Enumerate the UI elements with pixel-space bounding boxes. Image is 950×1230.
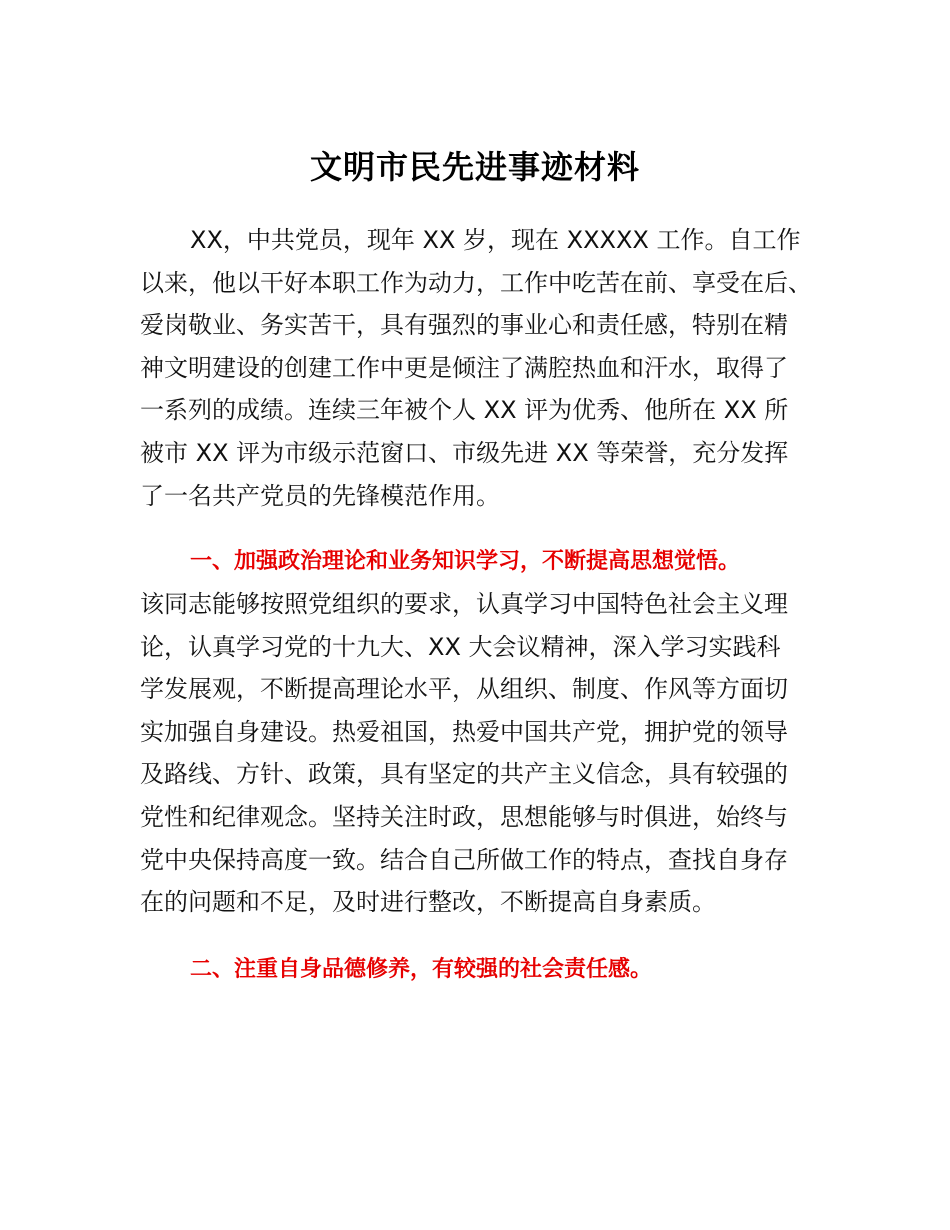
document-title: 文明市民先进事迹材料	[309, 148, 640, 186]
section-2-heading: 二、注重自身品德修养，有较强的社会责任感。	[190, 957, 653, 982]
paragraph-line: 党中央保持高度一致。结合自己所做工作的特点，查找自身存	[140, 845, 788, 874]
paragraph-line: 一系列的成绩。连续三年被个人 XX 评为优秀、他所在 XX 所	[140, 396, 789, 425]
paragraph-line: 论，认真学习党的十九大、XX 大会议精神，深入学习实践科	[140, 632, 781, 661]
paragraph-line: 实加强自身建设。热爱祖国，热爱中国共产党，拥护党的领导	[140, 717, 788, 746]
paragraph-line: 学发展观，不断提高理论水平，从组织、制度、作风等方面切	[140, 675, 788, 704]
paragraph-line: 神文明建设的创建工作中更是倾注了满腔热血和汗水，取得了	[140, 353, 788, 382]
section-1	[140, 541, 830, 924]
paragraph-line: 爱岗敬业、务实苦干，具有强烈的事业心和责任感，特别在精	[140, 311, 788, 340]
intro-paragraph	[140, 219, 830, 517]
paragraph-line: 了一名共产党员的先锋模范作用。	[140, 481, 500, 510]
section-2	[140, 949, 830, 991]
paragraph-line: 该同志能够按照党组织的要求，认真学习中国特色社会主义理	[140, 590, 788, 618]
paragraph-line: 党性和纪律观念。坚持关注时政，思想能够与时俱进，始终与	[140, 802, 788, 831]
paragraph-line: 在的问题和不足，及时进行整改，不断提高自身素质。	[140, 888, 716, 917]
paragraph-line: 及路线、方针、政策，具有坚定的共产主义信念，具有较强的	[140, 760, 788, 789]
section-1-heading: 一、加强政治理论和业务知识学习，不断提高思想觉悟。	[190, 549, 741, 574]
paragraph-line: XX，中共党员，现年 XX 岁，现在 XXXXX 工作。自工作	[190, 226, 801, 254]
paragraph-line: 以来，他以干好本职工作为动力，工作中吃苦在前、享受在后、	[140, 268, 812, 297]
paragraph-line: 被市 XX 评为市级示范窗口、市级先进 XX 等荣誉，充分发挥	[140, 438, 789, 467]
